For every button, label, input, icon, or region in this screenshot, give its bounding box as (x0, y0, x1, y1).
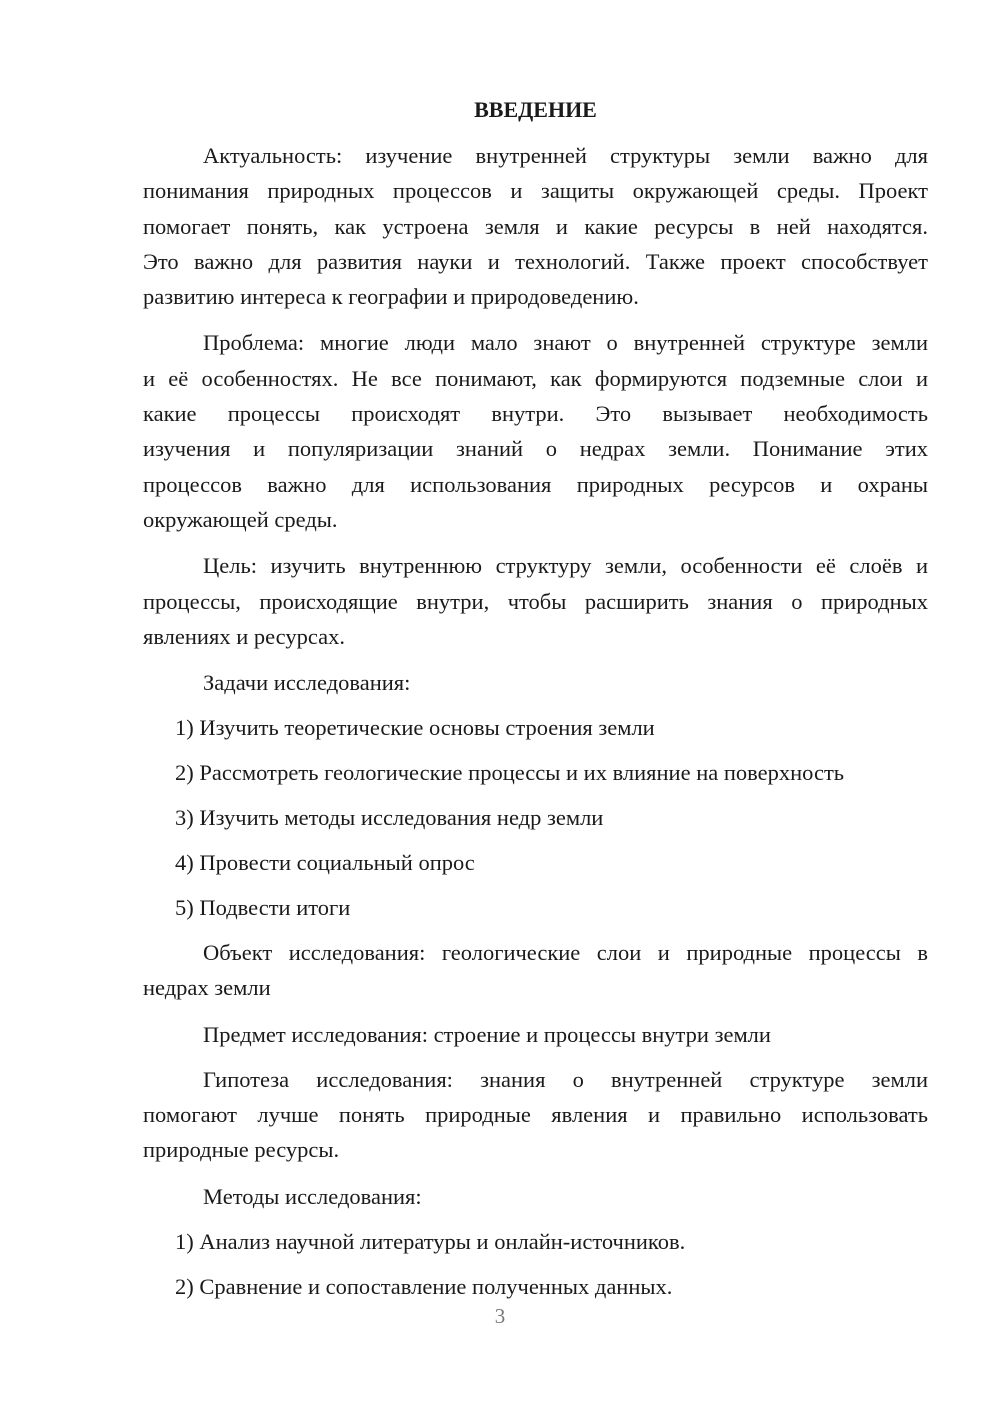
problem-paragraph (143, 325, 928, 537)
text-line: недрах земли (143, 975, 271, 1001)
document-page (143, 95, 928, 1314)
text-line: развитию интереса к географии и природоведению. (143, 284, 639, 310)
text-line: Цель: изучить внутреннюю структуру земли, особенности её слоёв и (203, 553, 928, 579)
text-line: изучения и популяризации знаний о недрах земли. Понимание этих (143, 436, 928, 462)
goal-paragraph (143, 548, 928, 654)
page-number: 3 (494, 1304, 506, 1328)
task-item: 3) Изучить методы исследования недр земли (175, 805, 604, 831)
text-line: Объект исследования: геологические слои и природные процессы в (203, 940, 928, 966)
text-line: какие процессы происходят внутри. Это вызывает необходимость (143, 401, 928, 427)
text-line: помогают лучше понять природные явления и правильно использовать (143, 1102, 928, 1128)
object-paragraph (143, 935, 928, 1006)
text-line: помогает понять, как устроена земля и какие ресурсы в ней находятся. (143, 213, 928, 239)
text-line: Гипотеза исследования: знания о внутренней структуре земли (203, 1066, 928, 1092)
text-line: Актуальность: изучение внутренней структуры земли важно для (203, 143, 928, 168)
method-item: 1) Анализ научной литературы и онлайн-источников. (175, 1228, 686, 1254)
task-item: 4) Провести социальный опрос (175, 850, 475, 876)
task-item: 2) Рассмотреть геологические процессы и их влияние на поверхность (175, 760, 845, 786)
text-line: процессов важно для использования природных ресурсов и охраны (143, 471, 928, 497)
hypothesis-paragraph (143, 1062, 928, 1168)
subject-paragraph: Предмет исследования: строение и процессы внутри земли (203, 1021, 771, 1047)
method-item: 2) Сравнение и сопоставление полученных данных. (175, 1273, 673, 1299)
task-item: 1) Изучить теоретические основы строения земли (175, 715, 655, 741)
page-title: ВВЕДЕНИЕ (474, 97, 597, 122)
tasks-heading: Задачи исследования: (203, 670, 411, 696)
task-item: 5) Подвести итоги (175, 895, 351, 921)
text-line: и её особенностях. Не все понимают, как формируются подземные слои и (143, 365, 928, 391)
text-line: Проблема: многие люди мало знают о внутренней структуре земли (203, 330, 928, 356)
text-line: процессы, происходящие внутри, чтобы расширить знания о природных (143, 588, 928, 614)
text-line: окружающей среды. (143, 506, 338, 532)
text-line: Это важно для развития науки и технологий. Также проект способствует (143, 248, 928, 274)
text-line: понимания природных процессов и защиты окружающей среды. Проект (143, 178, 928, 204)
text-line: природные ресурсы. (143, 1137, 340, 1163)
text-line: явлениях и ресурсах. (143, 623, 345, 649)
methods-heading: Методы исследования: (203, 1183, 422, 1209)
relevance-paragraph (143, 138, 928, 314)
